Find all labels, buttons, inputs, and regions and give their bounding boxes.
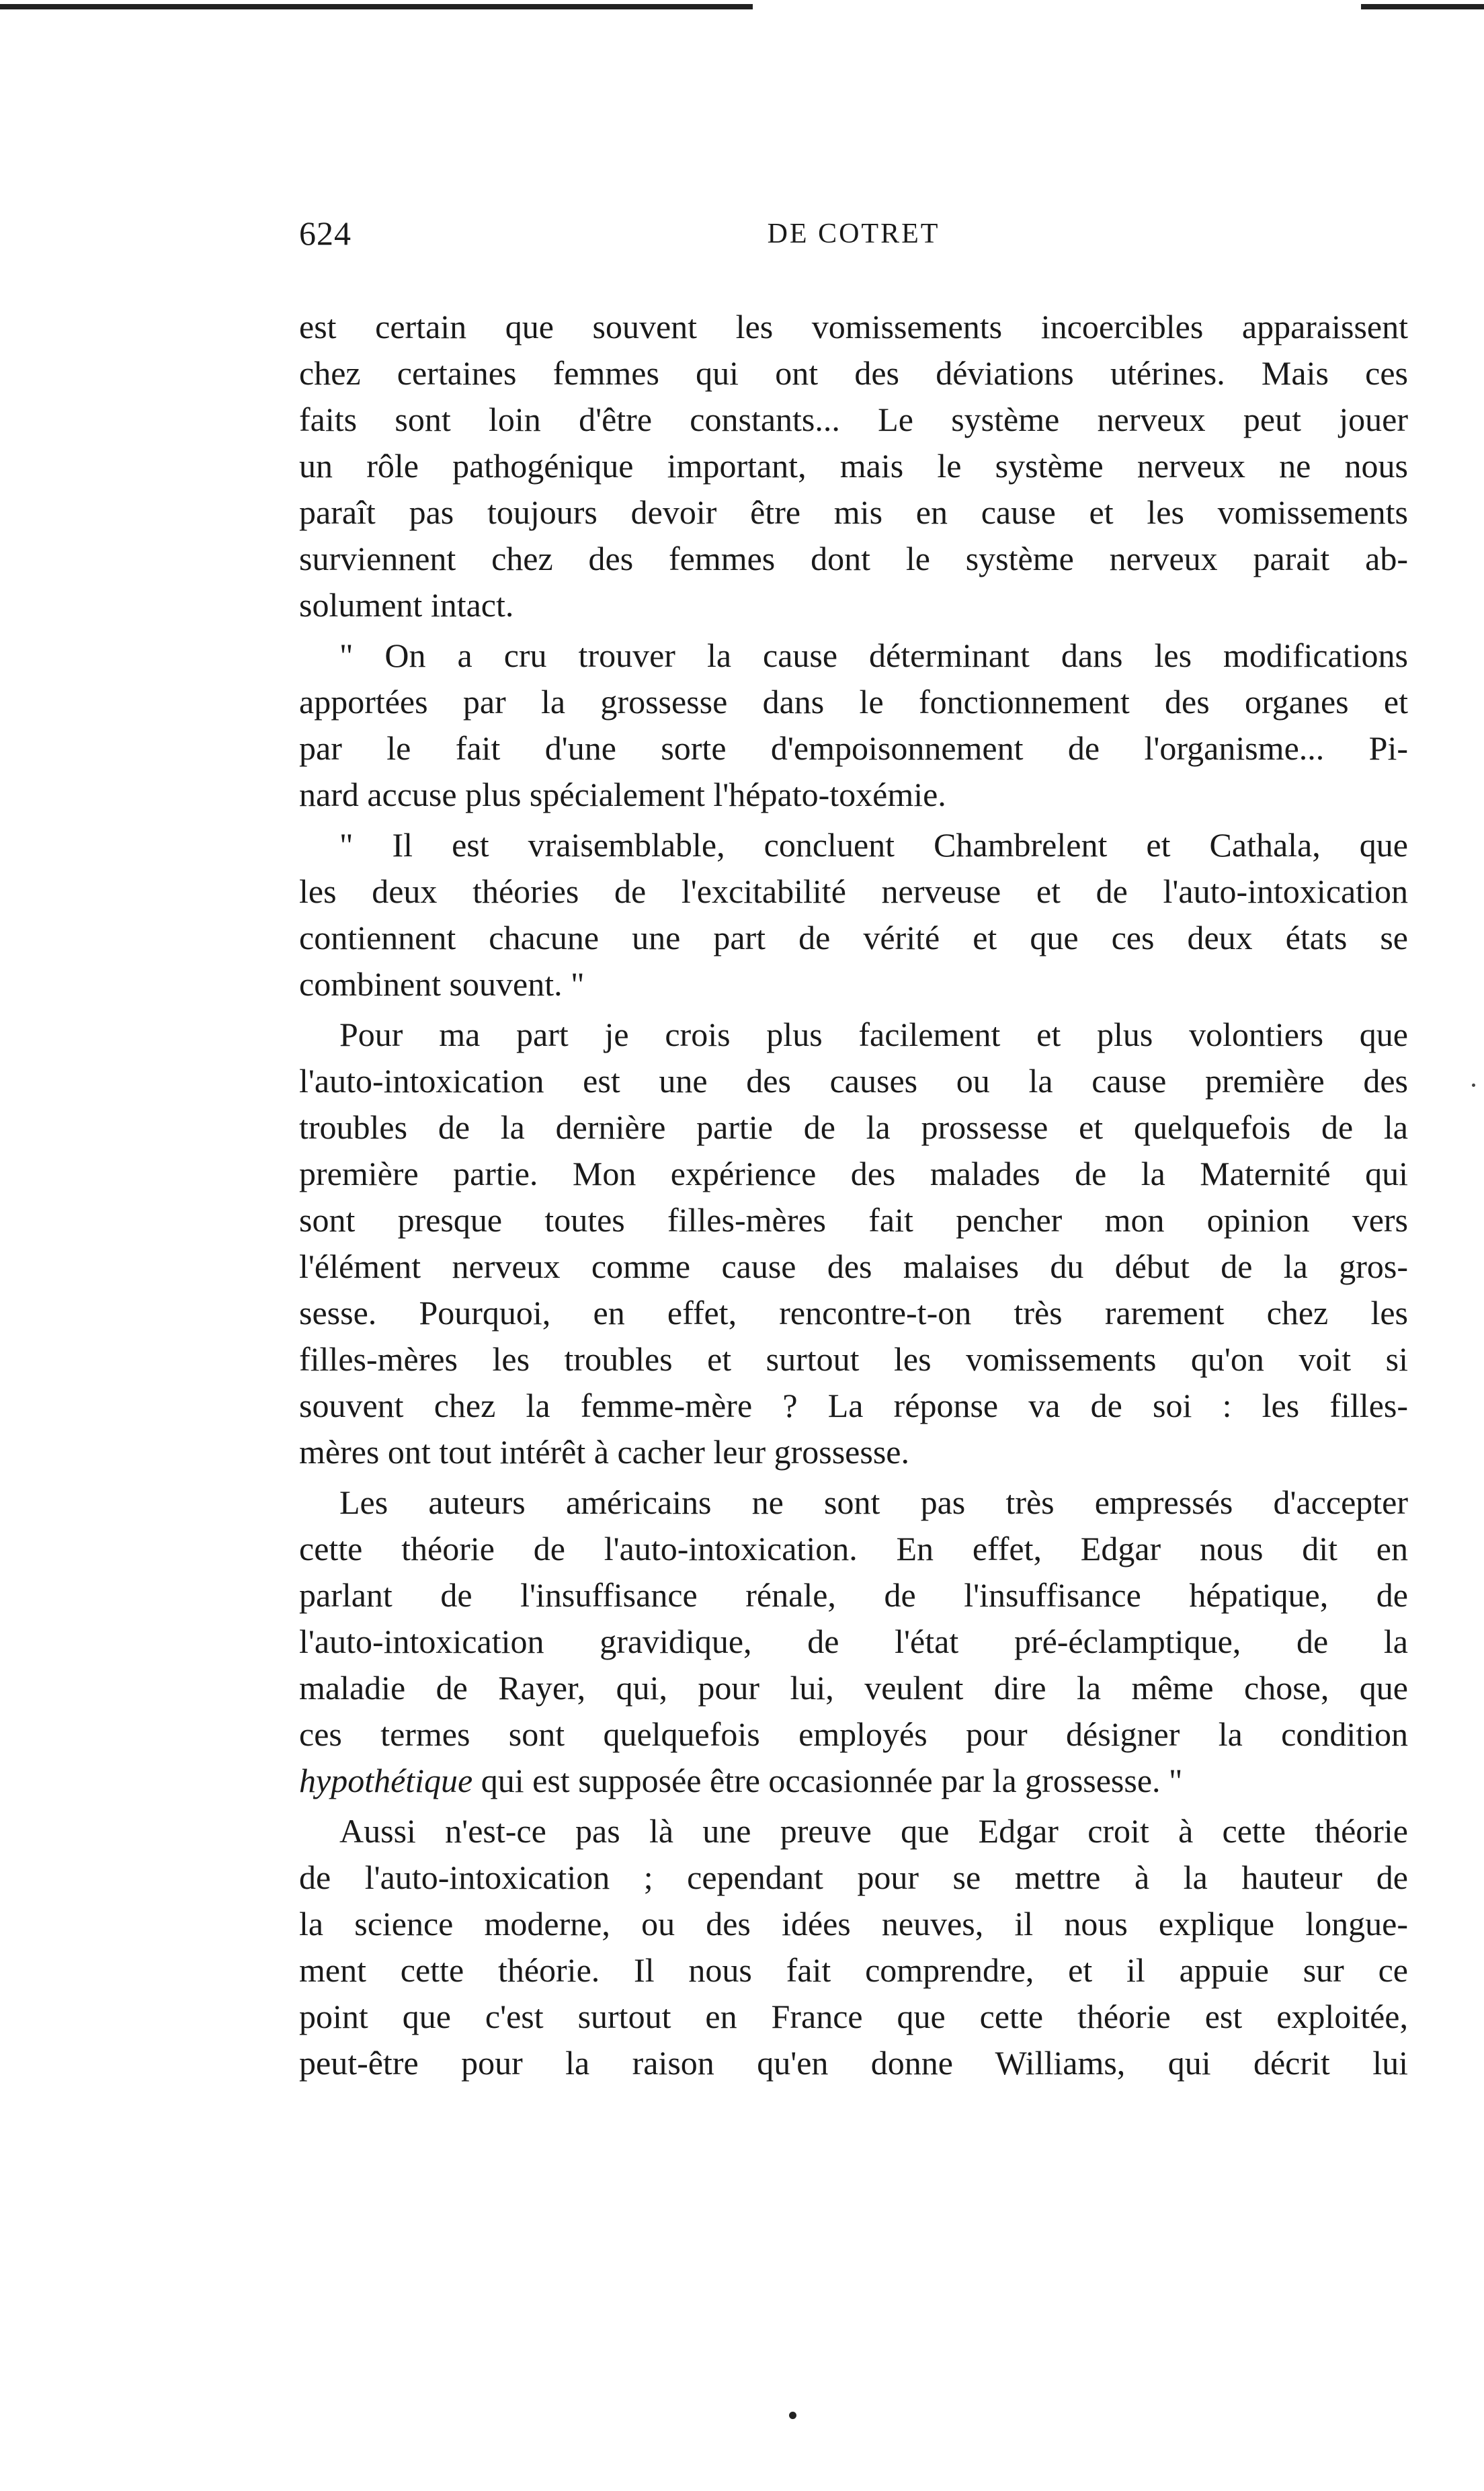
paragraph-5 [299, 1479, 1408, 1804]
text-line: mères ont tout intérêt à cacher leur grossesse. [299, 1433, 909, 1471]
paragraph-2 [299, 632, 1408, 818]
paragraph-6 [299, 1808, 1408, 2086]
paragraph-4 [299, 1012, 1408, 1475]
text-line: troubles de la dernière partie de la prossesse et quelquefois de la [299, 1108, 1408, 1146]
text-line: filles-mères les troubles et surtout les vomissements qu'on voit si [299, 1340, 1408, 1378]
text-line: cette théorie de l'auto-intoxication. En effet, Edgar nous dit en [299, 1530, 1408, 1567]
text-line: contiennent chacune une part de vérité et que ces deux états se [299, 919, 1408, 956]
text-line: l'auto-intoxication gravidique, de l'état pré-éclamptique, de la [299, 1623, 1408, 1660]
text-line: un rôle pathogénique important, mais le système nerveux ne nous [299, 447, 1408, 485]
footer-dot [789, 2412, 796, 2419]
text-line: " Il est vraisemblable, concluent Chambrelent et Cathala, que [339, 826, 1408, 864]
text-line: les deux théories de l'excitabilité nerveuse et de l'auto-intoxication [299, 872, 1408, 910]
text-line: surviennent chez des femmes dont le système nerveux parait ab- [299, 540, 1408, 577]
text-line: première partie. Mon expérience des malades de la Maternité qui [299, 1155, 1408, 1192]
page-header [299, 214, 1408, 268]
text-line: maladie de Rayer, qui, pour lui, veulent dire la même chose, que [299, 1669, 1408, 1707]
text-line: l'élément nerveux comme cause des malaises du début de la gros- [299, 1248, 1408, 1285]
text-line: parlant de l'insuffisance rénale, de l'insuffisance hépatique, de [299, 1576, 1408, 1614]
text-fragment: qui est supposée être occasionnée par la grossesse. " [472, 1762, 1183, 1799]
text-line: Les auteurs américains ne sont pas très empressés d'accepter [339, 1483, 1408, 1521]
text-line: par le fait d'une sorte d'empoisonnement de l'organisme... Pi- [299, 729, 1408, 767]
text-line: solument intact. [299, 586, 514, 624]
text-line: chez certaines femmes qui ont des déviations utérines. Mais ces [299, 354, 1408, 392]
text-line: apportées par la grossesse dans le fonctionnement des organes et [299, 683, 1408, 721]
text-line: souvent chez la femme-mère ? La réponse va de soi : les filles- [299, 1387, 1408, 1424]
text-line-mixed [299, 1758, 1408, 1804]
text-line: paraît pas toujours devoir être mis en cause et les vomissements [299, 493, 1408, 531]
italic-term: hypothétique [299, 1762, 473, 1799]
text-line: combinent souvent. " [299, 965, 585, 1003]
body-text [299, 304, 1408, 2090]
running-head: DE COTRET [767, 218, 940, 249]
text-line: est certain que souvent les vomissements incoercibles apparaissent [299, 308, 1408, 345]
text-line: sont presque toutes filles-mères fait pencher mon opinion vers [299, 1201, 1408, 1239]
text-line: Aussi n'est-ce pas là une preuve que Edgar croit à cette théorie [339, 1812, 1408, 1850]
text-line: la science moderne, ou des idées neuves, il nous explique longue- [299, 1905, 1408, 1943]
text-line: ces termes sont quelquefois employés pour désigner la condition [299, 1715, 1408, 1753]
top-rule-left [0, 4, 753, 9]
paragraph-3 [299, 822, 1408, 1008]
page-number: 624 [299, 214, 352, 252]
text-line: faits sont loin d'être constants... Le système nerveux peut jouer [299, 401, 1408, 438]
top-rule-right [1361, 4, 1484, 9]
text-line: nard accuse plus spécialement l'hépato-toxémie. [299, 776, 946, 813]
text-line: " On a cru trouver la cause déterminant dans les modifications [339, 637, 1408, 674]
text-line: de l'auto-intoxication ; cependant pour se mettre à la hauteur de [299, 1859, 1408, 1896]
margin-speck [1472, 1084, 1475, 1087]
text-line: point que c'est surtout en France que cette théorie est exploitée, [299, 1998, 1408, 2035]
text-line: ment cette théorie. Il nous fait comprendre, et il appuie sur ce [299, 1951, 1408, 1989]
paragraph-1 [299, 304, 1408, 628]
text-line: Pour ma part je crois plus facilement et plus volontiers que [339, 1016, 1408, 1053]
text-line: peut-être pour la raison qu'en donne Williams, qui décrit lui [299, 2044, 1408, 2082]
text-line: l'auto-intoxication est une des causes ou la cause première des [299, 1062, 1408, 1100]
text-line: sesse. Pourquoi, en effet, rencontre-t-on très rarement chez les [299, 1294, 1408, 1332]
